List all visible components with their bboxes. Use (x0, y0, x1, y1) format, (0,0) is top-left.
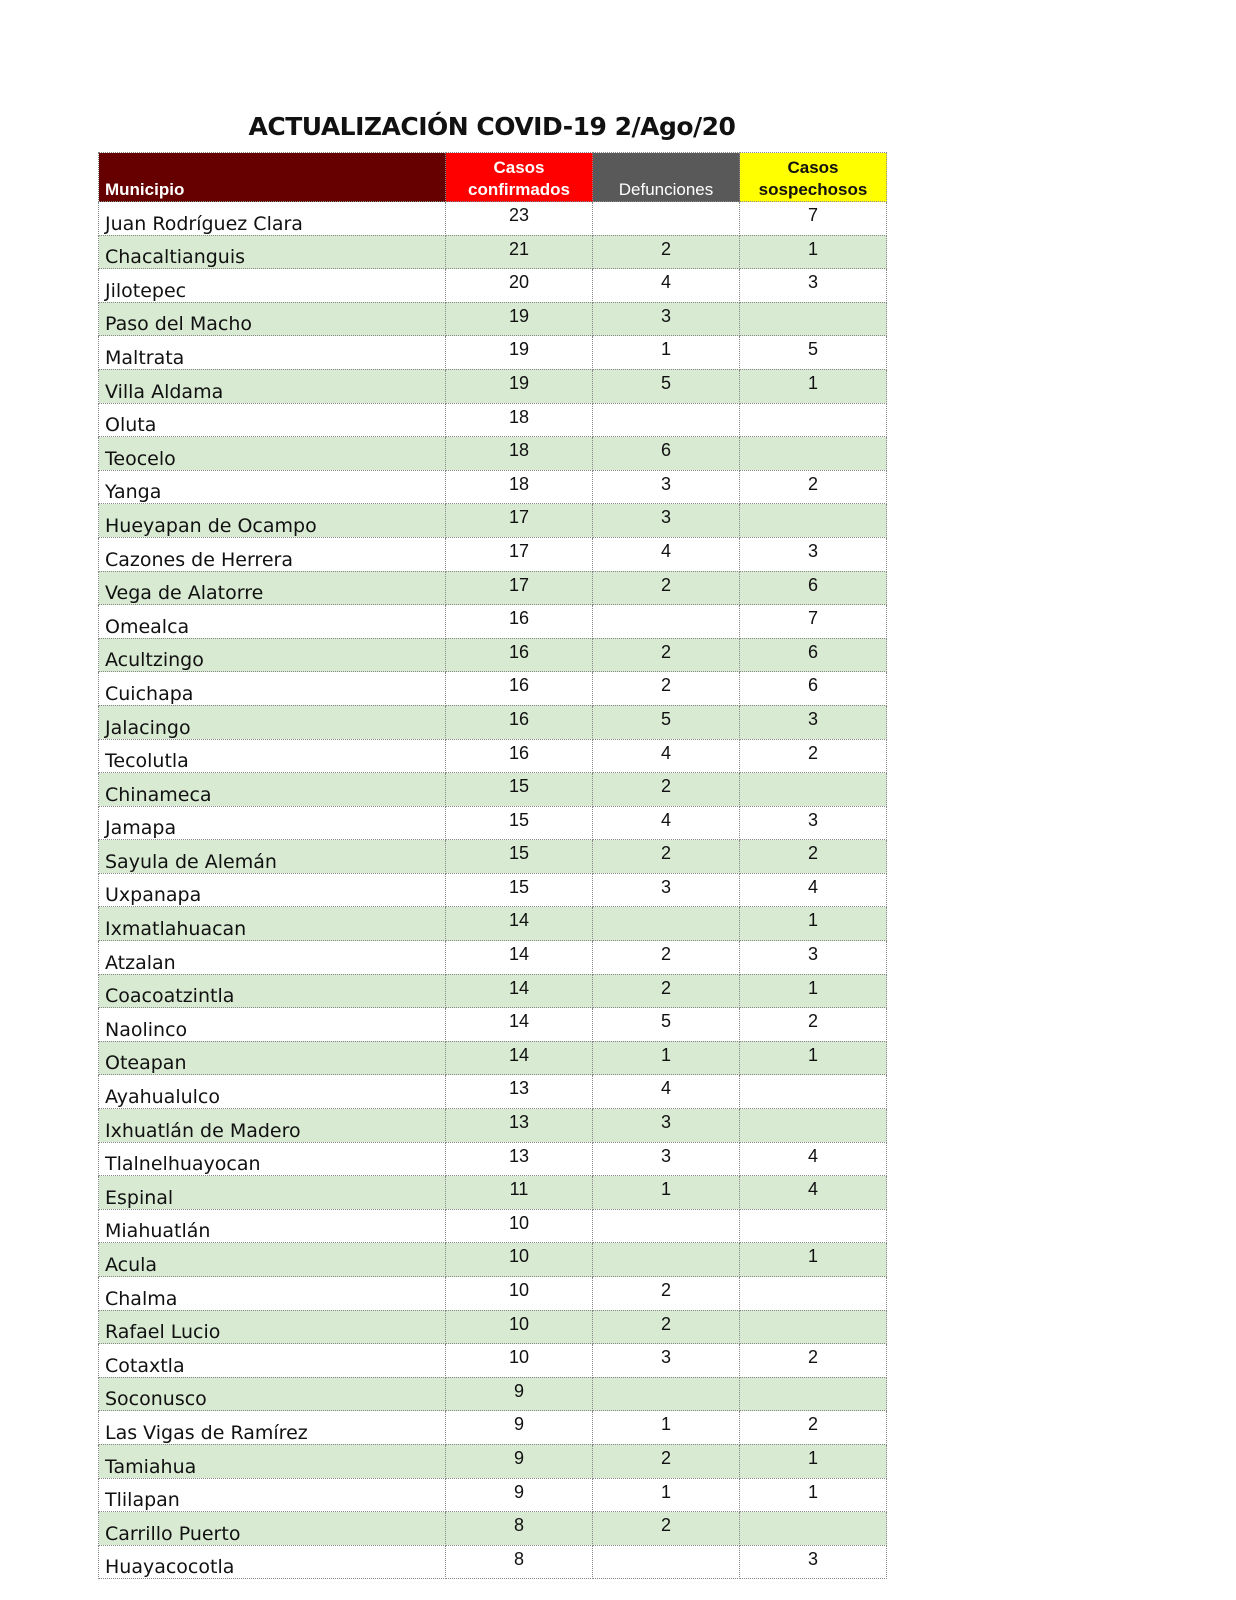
cell-municipio: Sayula de Alemán (99, 840, 446, 874)
cell-sospechosos: 3 (740, 941, 887, 975)
table-row (99, 638, 887, 672)
cell-confirmados: 17 (446, 504, 593, 538)
cell-municipio: Rafael Lucio (99, 1310, 446, 1344)
cell-sospechosos: 2 (740, 470, 887, 504)
cell-confirmados: 19 (446, 302, 593, 336)
cell-municipio: Carrillo Puerto (99, 1512, 446, 1546)
table-row (99, 537, 887, 571)
cell-municipio: Naolinco (99, 1008, 446, 1042)
cell-defunciones: 3 (593, 1344, 740, 1378)
cell-municipio: Paso del Macho (99, 302, 446, 336)
header-sospechosos: Casos sospechosos (740, 153, 887, 202)
cell-confirmados: 19 (446, 336, 593, 370)
cell-sospechosos: 1 (740, 1444, 887, 1478)
cell-defunciones: 2 (593, 941, 740, 975)
table-row (99, 773, 887, 807)
table-row (99, 1209, 887, 1243)
table-row (99, 806, 887, 840)
table-row (99, 302, 887, 336)
cell-sospechosos: 2 (740, 739, 887, 773)
cell-confirmados: 18 (446, 437, 593, 471)
table-row (99, 470, 887, 504)
cell-defunciones: 3 (593, 504, 740, 538)
cell-sospechosos (740, 1512, 887, 1546)
cell-confirmados: 19 (446, 369, 593, 403)
cell-confirmados: 15 (446, 806, 593, 840)
header-defunciones: Defunciones (593, 153, 740, 202)
cell-confirmados: 20 (446, 269, 593, 303)
cell-municipio: Tamiahua (99, 1444, 446, 1478)
cell-municipio: Cuichapa (99, 672, 446, 706)
cell-defunciones: 2 (593, 840, 740, 874)
cell-defunciones: 4 (593, 537, 740, 571)
cell-defunciones: 2 (593, 672, 740, 706)
cell-municipio: Jilotepec (99, 269, 446, 303)
cell-confirmados: 10 (446, 1310, 593, 1344)
cell-municipio: Acultzingo (99, 638, 446, 672)
cell-municipio: Ixmatlahuacan (99, 907, 446, 941)
page-title: ACTUALIZACIÓN COVID-19 2/Ago/20 (248, 112, 736, 141)
cell-municipio: Chacaltianguis (99, 235, 446, 269)
cell-municipio: Juan Rodríguez Clara (99, 202, 446, 236)
cell-defunciones: 1 (593, 1411, 740, 1445)
cell-confirmados: 14 (446, 1008, 593, 1042)
cell-confirmados: 9 (446, 1478, 593, 1512)
cell-defunciones (593, 1545, 740, 1579)
cell-municipio: Maltrata (99, 336, 446, 370)
cell-sospechosos: 1 (740, 369, 887, 403)
cell-defunciones: 3 (593, 470, 740, 504)
table-row (99, 672, 887, 706)
cell-municipio: Tlalnelhuayocan (99, 1142, 446, 1176)
cell-municipio: Ixhuatlán de Madero (99, 1109, 446, 1143)
cell-defunciones: 2 (593, 974, 740, 1008)
cell-municipio: Vega de Alatorre (99, 571, 446, 605)
table-row (99, 1109, 887, 1143)
cell-confirmados: 9 (446, 1377, 593, 1411)
table-row (99, 941, 887, 975)
table-row (99, 504, 887, 538)
cell-confirmados: 16 (446, 739, 593, 773)
cell-defunciones: 4 (593, 269, 740, 303)
cell-confirmados: 14 (446, 941, 593, 975)
cell-sospechosos: 1 (740, 1041, 887, 1075)
cell-confirmados: 14 (446, 1041, 593, 1075)
table-row (99, 1176, 887, 1210)
cell-sospechosos: 3 (740, 1545, 887, 1579)
cell-municipio: Oteapan (99, 1041, 446, 1075)
table-row (99, 1075, 887, 1109)
cell-municipio: Tecolutla (99, 739, 446, 773)
cell-defunciones: 3 (593, 302, 740, 336)
cell-sospechosos: 6 (740, 638, 887, 672)
cell-confirmados: 13 (446, 1142, 593, 1176)
cell-sospechosos: 7 (740, 202, 887, 236)
cell-municipio: Soconusco (99, 1377, 446, 1411)
cell-municipio: Chalma (99, 1277, 446, 1311)
cell-defunciones: 1 (593, 336, 740, 370)
cell-defunciones: 4 (593, 806, 740, 840)
cell-sospechosos: 2 (740, 840, 887, 874)
table-row (99, 1243, 887, 1277)
table-row (99, 336, 887, 370)
cell-defunciones (593, 1377, 740, 1411)
cell-sospechosos: 3 (740, 806, 887, 840)
cell-defunciones (593, 202, 740, 236)
cell-confirmados: 8 (446, 1545, 593, 1579)
cell-sospechosos: 1 (740, 1478, 887, 1512)
table-row (99, 739, 887, 773)
cell-municipio: Atzalan (99, 941, 446, 975)
cell-sospechosos: 4 (740, 873, 887, 907)
cell-municipio: Ayahualulco (99, 1075, 446, 1109)
cell-defunciones: 5 (593, 705, 740, 739)
cell-municipio: Coacoatzintla (99, 974, 446, 1008)
cell-sospechosos: 6 (740, 672, 887, 706)
table-row (99, 437, 887, 471)
cell-sospechosos: 2 (740, 1008, 887, 1042)
cell-sospechosos (740, 1209, 887, 1243)
cell-municipio: Tlilapan (99, 1478, 446, 1512)
cell-confirmados: 15 (446, 840, 593, 874)
cell-defunciones: 2 (593, 1512, 740, 1546)
header-confirmados: Casos confirmados (446, 153, 593, 202)
cell-confirmados: 21 (446, 235, 593, 269)
cell-municipio: Jalacingo (99, 705, 446, 739)
cell-confirmados: 13 (446, 1075, 593, 1109)
cell-municipio: Las Vigas de Ramírez (99, 1411, 446, 1445)
cell-defunciones: 2 (593, 1277, 740, 1311)
cell-sospechosos: 2 (740, 1344, 887, 1378)
cell-sospechosos: 1 (740, 1243, 887, 1277)
cell-defunciones: 6 (593, 437, 740, 471)
cell-sospechosos: 1 (740, 974, 887, 1008)
cell-defunciones (593, 605, 740, 639)
cell-sospechosos: 3 (740, 269, 887, 303)
table-row (99, 1344, 887, 1378)
table-row (99, 907, 887, 941)
cell-sospechosos (740, 1109, 887, 1143)
cell-confirmados: 16 (446, 705, 593, 739)
cell-municipio: Uxpanapa (99, 873, 446, 907)
cell-municipio: Omealca (99, 605, 446, 639)
cell-defunciones: 2 (593, 1310, 740, 1344)
cell-municipio: Teocelo (99, 437, 446, 471)
header-municipio: Municipio (99, 153, 446, 202)
cell-confirmados: 14 (446, 974, 593, 1008)
table-row (99, 840, 887, 874)
cell-sospechosos (740, 437, 887, 471)
cell-municipio: Oluta (99, 403, 446, 437)
table-row (99, 1545, 887, 1579)
cell-confirmados: 16 (446, 605, 593, 639)
cell-defunciones: 3 (593, 1109, 740, 1143)
cell-sospechosos: 4 (740, 1176, 887, 1210)
cell-confirmados: 16 (446, 638, 593, 672)
cell-confirmados: 9 (446, 1444, 593, 1478)
table-row (99, 1277, 887, 1311)
cell-defunciones (593, 1243, 740, 1277)
cell-sospechosos: 4 (740, 1142, 887, 1176)
cell-municipio: Cotaxtla (99, 1344, 446, 1378)
cell-defunciones: 2 (593, 571, 740, 605)
table-row (99, 1041, 887, 1075)
cell-defunciones: 5 (593, 369, 740, 403)
table-row (99, 1411, 887, 1445)
cell-defunciones: 1 (593, 1478, 740, 1512)
table-row (99, 403, 887, 437)
cell-confirmados: 13 (446, 1109, 593, 1143)
cell-confirmados: 11 (446, 1176, 593, 1210)
cell-confirmados: 10 (446, 1243, 593, 1277)
cell-defunciones: 2 (593, 235, 740, 269)
cell-confirmados: 18 (446, 470, 593, 504)
cell-defunciones: 3 (593, 873, 740, 907)
cell-municipio: Chinameca (99, 773, 446, 807)
cell-confirmados: 9 (446, 1411, 593, 1445)
cell-municipio: Jamapa (99, 806, 446, 840)
table-row (99, 873, 887, 907)
cell-defunciones (593, 907, 740, 941)
covid-table (98, 152, 887, 1579)
cell-defunciones: 1 (593, 1176, 740, 1210)
cell-defunciones: 5 (593, 1008, 740, 1042)
cell-confirmados: 15 (446, 873, 593, 907)
cell-confirmados: 15 (446, 773, 593, 807)
cell-sospechosos: 3 (740, 537, 887, 571)
cell-defunciones (593, 1209, 740, 1243)
table-row (99, 1512, 887, 1546)
table-row (99, 705, 887, 739)
cell-sospechosos (740, 504, 887, 538)
cell-confirmados: 10 (446, 1209, 593, 1243)
cell-municipio: Miahuatlán (99, 1209, 446, 1243)
table-row (99, 1008, 887, 1042)
table-row (99, 605, 887, 639)
cell-sospechosos (740, 1310, 887, 1344)
table-row (99, 269, 887, 303)
cell-sospechosos (740, 403, 887, 437)
table-row (99, 369, 887, 403)
cell-defunciones: 3 (593, 1142, 740, 1176)
cell-sospechosos (740, 302, 887, 336)
cell-defunciones: 2 (593, 638, 740, 672)
table-row (99, 1142, 887, 1176)
header-row (99, 153, 887, 202)
cell-defunciones (593, 403, 740, 437)
table-row (99, 202, 887, 236)
cell-sospechosos: 5 (740, 336, 887, 370)
table-row (99, 1444, 887, 1478)
cell-confirmados: 17 (446, 571, 593, 605)
cell-defunciones: 4 (593, 1075, 740, 1109)
table-row (99, 1377, 887, 1411)
table-row (99, 571, 887, 605)
cell-confirmados: 8 (446, 1512, 593, 1546)
cell-defunciones: 1 (593, 1041, 740, 1075)
cell-sospechosos (740, 773, 887, 807)
table-row (99, 1478, 887, 1512)
cell-municipio: Espinal (99, 1176, 446, 1210)
cell-defunciones: 2 (593, 773, 740, 807)
cell-municipio: Cazones de Herrera (99, 537, 446, 571)
cell-sospechosos (740, 1277, 887, 1311)
table-row (99, 235, 887, 269)
cell-confirmados: 10 (446, 1344, 593, 1378)
cell-sospechosos: 1 (740, 907, 887, 941)
cell-sospechosos: 7 (740, 605, 887, 639)
cell-municipio: Yanga (99, 470, 446, 504)
cell-sospechosos (740, 1377, 887, 1411)
cell-confirmados: 23 (446, 202, 593, 236)
cell-confirmados: 17 (446, 537, 593, 571)
table-row (99, 974, 887, 1008)
cell-defunciones: 2 (593, 1444, 740, 1478)
cell-municipio: Villa Aldama (99, 369, 446, 403)
cell-sospechosos: 1 (740, 235, 887, 269)
cell-sospechosos: 3 (740, 705, 887, 739)
cell-sospechosos: 6 (740, 571, 887, 605)
cell-confirmados: 18 (446, 403, 593, 437)
table-row (99, 1310, 887, 1344)
cell-confirmados: 14 (446, 907, 593, 941)
cell-defunciones: 4 (593, 739, 740, 773)
cell-municipio: Huayacocotla (99, 1545, 446, 1579)
cell-confirmados: 16 (446, 672, 593, 706)
cell-sospechosos: 2 (740, 1411, 887, 1445)
cell-municipio: Acula (99, 1243, 446, 1277)
cell-sospechosos (740, 1075, 887, 1109)
cell-municipio: Hueyapan de Ocampo (99, 504, 446, 538)
cell-confirmados: 10 (446, 1277, 593, 1311)
